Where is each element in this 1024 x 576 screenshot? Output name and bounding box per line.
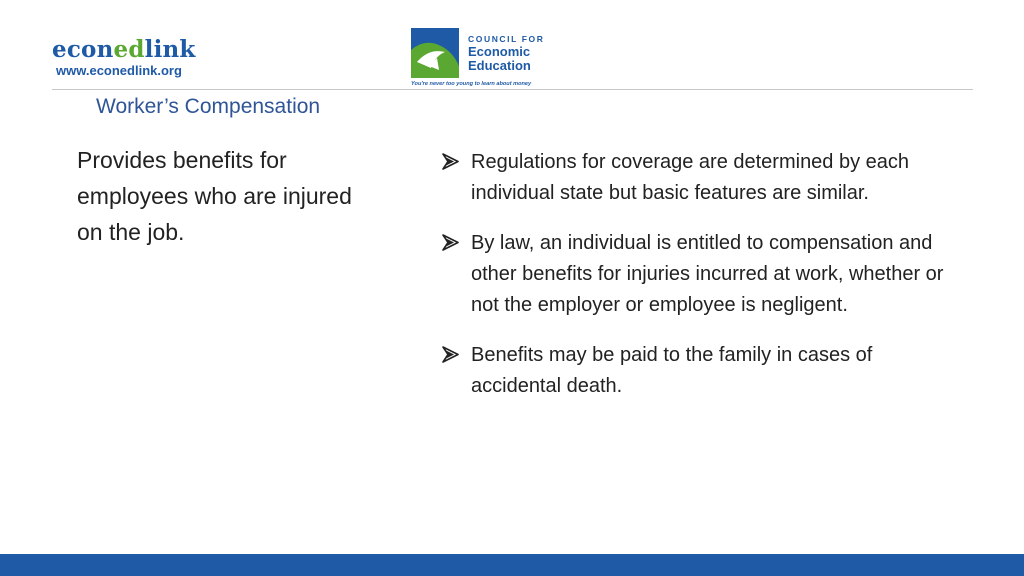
cee-line1: COUNCIL FOR	[468, 34, 545, 44]
econedlink-url: www.econedlink.org	[56, 63, 182, 78]
arrowhead-bullet-icon	[442, 153, 459, 170]
arrowhead-bullet-icon	[442, 346, 459, 363]
cee-line2: Economic	[468, 44, 531, 59]
cee-line3: Education	[468, 58, 531, 73]
bullet-item	[442, 147, 967, 209]
bullet-text: Regulations for coverage are determined by each individual state but basic features are similar.	[471, 151, 910, 204]
econedlink-wordmark-ed: ed	[113, 36, 145, 63]
left-description: Provides benefits for employees who are injured on the job.	[77, 147, 352, 245]
slide-title: Worker’s Compensation	[96, 95, 321, 118]
bullet-text: By law, an individual is entitled to compensation and other benefits for injuries incurred at work, whether or not the employer or employee is negligent.	[471, 232, 944, 316]
bullet-list	[442, 147, 967, 421]
econedlink-wordmark	[52, 38, 222, 62]
cee-text	[468, 34, 544, 73]
footer-bar	[0, 554, 1024, 576]
bullet-item	[442, 228, 967, 321]
cee-emblem-icon	[411, 28, 459, 78]
header-divider	[52, 89, 973, 90]
bullet-item	[442, 340, 967, 402]
econedlink-logo	[52, 38, 222, 80]
econedlink-wordmark-link: link	[144, 36, 196, 63]
econedlink-wordmark-econ: econ	[52, 36, 114, 63]
bullet-text: Benefits may be paid to the family in cases of accidental death.	[471, 344, 873, 397]
cee-tagline: You're never too young to learn about money	[411, 81, 532, 87]
arrowhead-bullet-icon	[442, 234, 459, 251]
cee-logo	[411, 28, 551, 90]
